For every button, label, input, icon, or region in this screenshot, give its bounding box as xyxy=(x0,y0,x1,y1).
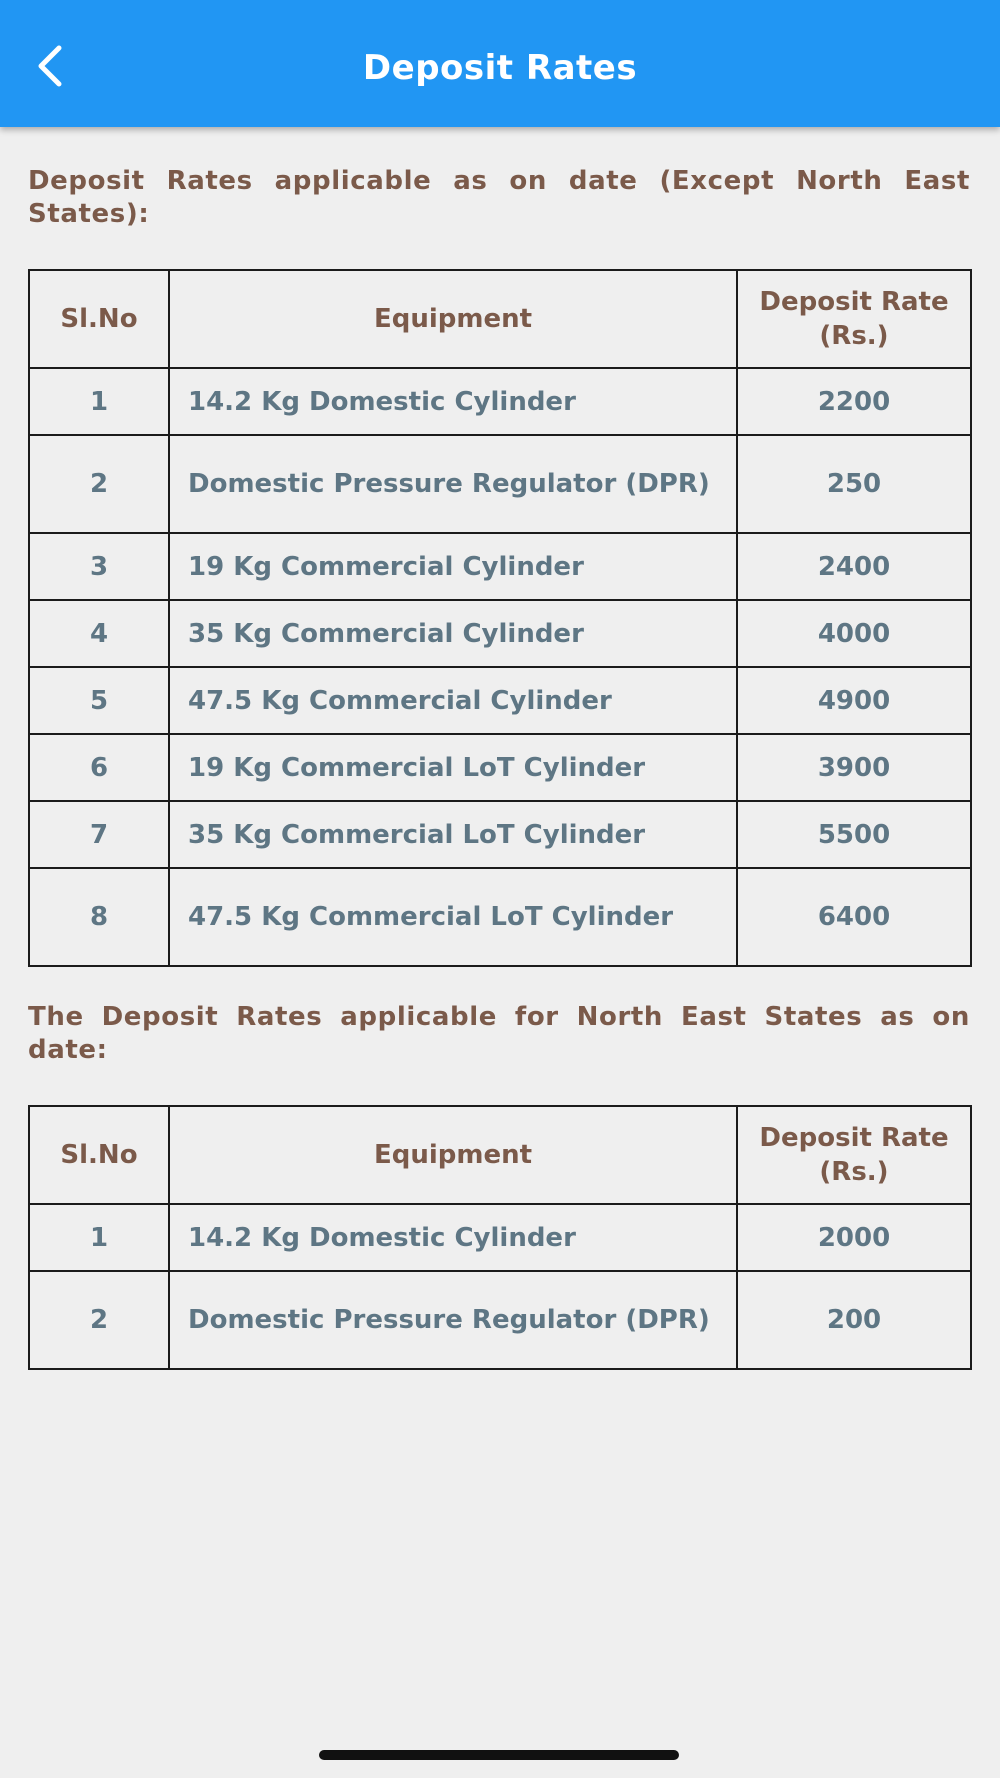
equipment-name: 14.2 Kg Domestic Cylinder xyxy=(169,368,737,435)
row-number: 4 xyxy=(29,600,169,667)
table-row xyxy=(29,368,971,435)
equipment-name: 19 Kg Commercial Cylinder xyxy=(169,533,737,600)
row-number: 7 xyxy=(29,801,169,868)
table-row xyxy=(29,868,971,966)
equipment-name: 47.5 Kg Commercial LoT Cylinder xyxy=(169,868,737,966)
column-header-deposit-rate: Deposit Rate (Rs.) xyxy=(737,1106,971,1204)
row-number: 5 xyxy=(29,667,169,734)
row-number: 8 xyxy=(29,868,169,966)
table-row xyxy=(29,533,971,600)
deposit-rate: 2200 xyxy=(737,368,971,435)
column-header-equipment: Equipment xyxy=(169,270,737,368)
deposit-rate: 2000 xyxy=(737,1204,971,1271)
table-row xyxy=(29,734,971,801)
table-row xyxy=(29,1204,971,1271)
table-row xyxy=(29,667,971,734)
column-header-equipment: Equipment xyxy=(169,1106,737,1204)
deposit-rate: 5500 xyxy=(737,801,971,868)
deposit-rate: 6400 xyxy=(737,868,971,966)
equipment-name: Domestic Pressure Regulator (DPR) xyxy=(169,1271,737,1369)
app-bar xyxy=(0,0,1000,127)
table-header-row xyxy=(29,270,971,368)
general-section-heading: Deposit Rates applicable as on date (Except North East States): xyxy=(28,166,970,229)
row-number: 2 xyxy=(29,435,169,533)
row-number: 1 xyxy=(29,368,169,435)
equipment-name: 35 Kg Commercial LoT Cylinder xyxy=(169,801,737,868)
row-number: 6 xyxy=(29,734,169,801)
row-number: 3 xyxy=(29,533,169,600)
table-row xyxy=(29,801,971,868)
general-rates-table xyxy=(28,269,972,967)
row-number: 2 xyxy=(29,1271,169,1369)
column-header-deposit-rate: Deposit Rate (Rs.) xyxy=(737,270,971,368)
deposit-rate: 4000 xyxy=(737,600,971,667)
equipment-name: 19 Kg Commercial LoT Cylinder xyxy=(169,734,737,801)
deposit-rate: 2400 xyxy=(737,533,971,600)
table-header-row xyxy=(29,1106,971,1204)
page-title: Deposit Rates xyxy=(362,48,638,88)
equipment-name: 35 Kg Commercial Cylinder xyxy=(169,600,737,667)
equipment-name: Domestic Pressure Regulator (DPR) xyxy=(169,435,737,533)
home-indicator[interactable] xyxy=(319,1750,679,1760)
deposit-rate: 4900 xyxy=(737,667,971,734)
north-east-rates-table xyxy=(28,1105,972,1370)
deposit-rate: 3900 xyxy=(737,734,971,801)
north-east-section-heading: The Deposit Rates applicable for North East States as on date: xyxy=(28,1002,970,1065)
equipment-name: 47.5 Kg Commercial Cylinder xyxy=(169,667,737,734)
deposit-rate: 200 xyxy=(737,1271,971,1369)
content-area xyxy=(28,165,970,1370)
table-row xyxy=(29,600,971,667)
table-row xyxy=(29,435,971,533)
table-row xyxy=(29,1271,971,1369)
column-header-sl-no: Sl.No xyxy=(29,1106,169,1204)
column-header-sl-no: Sl.No xyxy=(29,270,169,368)
row-number: 1 xyxy=(29,1204,169,1271)
deposit-rate: 250 xyxy=(737,435,971,533)
equipment-name: 14.2 Kg Domestic Cylinder xyxy=(169,1204,737,1271)
